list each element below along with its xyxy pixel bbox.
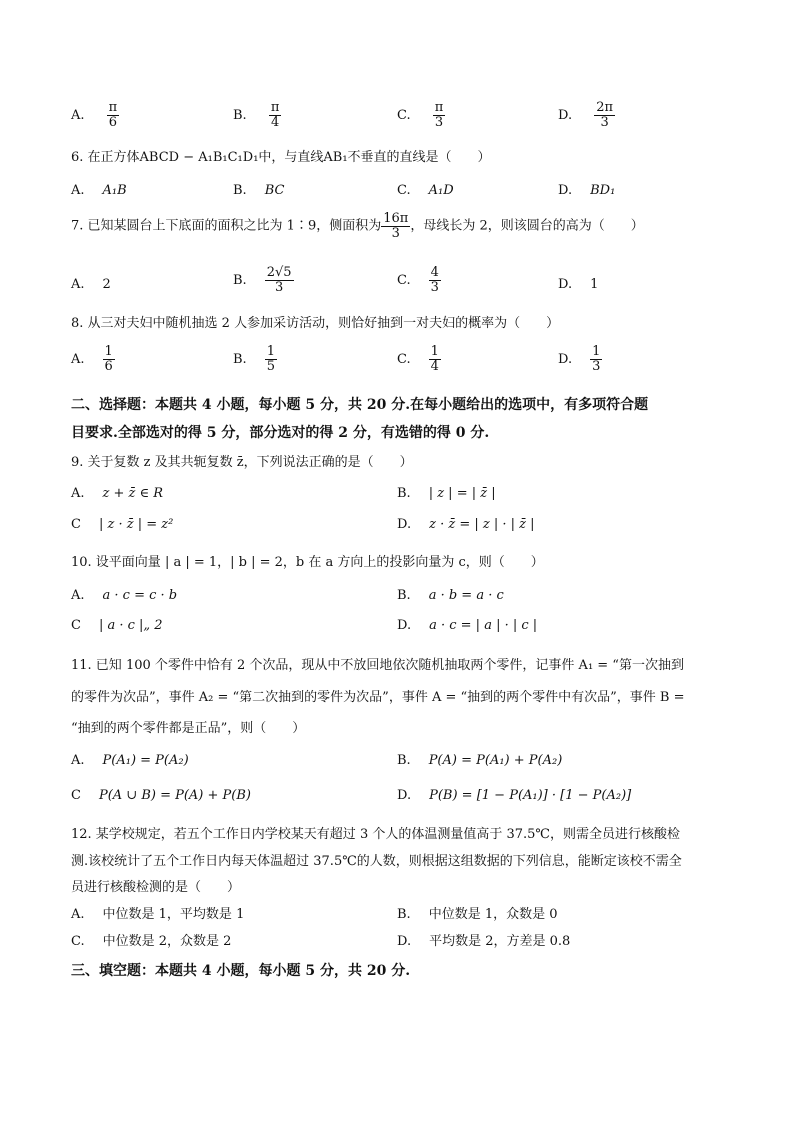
option-letter: B. [233,183,247,198]
q8-stem: 8. 从三对夫妇中随机抽选 2 人参加采访活动，则恰好抽到一对夫妇的概率为（ ） [71,316,560,331]
numerator: 2√5 [266,265,292,280]
section-3-heading: 三、填空题：本题共 4 小题，每小题 5 分，共 20 分. [71,963,411,979]
option-text: BD₁ [590,183,616,198]
q7-stem [71,212,644,240]
q8-option-c [397,345,441,373]
numerator: 2π [596,100,614,115]
option-letter: D. [397,788,412,803]
q7-option-c [397,266,441,294]
option-letter: B. [233,272,247,288]
q12-option-d [397,933,570,951]
numerator: 1 [592,344,601,359]
fraction [269,101,282,129]
numerator: π [108,100,118,115]
option-text: 2 [102,277,111,292]
q10-option-d [397,617,537,635]
denominator: 3 [391,225,400,241]
q12-stem-line2: 测.该校统计了五个工作日内每天体温超过 37.5℃的人数，则根据这组数据的下列信息，能断定该校不需全 [71,854,682,869]
option-text: | z · z̄ | = z² [98,517,174,532]
q11-stem-line1: 11. 已知 100 个零件中恰有 2 个次品，现从中不放回地依次随机抽取两个零件，记事件 A₁ = “第一次抽到 [71,658,684,673]
option-letter: D. [558,107,573,123]
option-letter: C [71,618,81,633]
option-letter: B. [397,907,411,922]
option-text: P(A ∪ B) = P(A) + P(B) [98,788,251,803]
q8-option-b [233,345,277,373]
denominator: 4 [270,114,280,130]
option-text: a · c = c · b [102,588,178,603]
q8-option-a [71,345,115,373]
option-letter: A. [71,588,85,603]
fraction [103,345,115,373]
q5-option-c [397,101,445,129]
q10-option-a [71,587,177,605]
q11-option-c [71,787,251,805]
option-text: 平均数是 2，方差是 0.8 [429,934,571,949]
q12-option-a [71,906,244,924]
q12-option-c [71,933,231,951]
q6-option-c [397,182,454,200]
option-text: | a · c |„ 2 [98,618,163,633]
option-text: P(A) = P(A₁) + P(A₂) [428,753,563,768]
fraction [265,345,277,373]
q7-option-a [71,276,111,294]
q12-option-b [397,906,558,924]
denominator: 4 [430,358,439,374]
numerator: 16π [383,211,409,226]
section-2-heading-line2: 目要求.全部选对的得 5 分，部分选对的得 2 分，有选错的得 0 分. [71,425,490,441]
numerator: 1 [430,344,439,359]
option-letter: A. [71,107,85,123]
option-letter: A. [71,351,85,367]
option-letter: A. [71,753,85,768]
option-letter: C. [397,351,411,367]
fraction [433,101,446,129]
option-text: z · z̄ = | z | · | z̄ | [429,517,535,532]
option-text: P(A₁) = P(A₂) [102,753,189,768]
q11-option-a [71,752,189,770]
option-text: 中位数是 1，众数是 0 [428,907,558,922]
fraction [107,101,120,129]
q12-stem-line3: 员进行核酸检测的是（ ） [71,880,241,895]
q6-option-d [558,182,615,200]
option-text: A₁D [428,183,454,198]
q5-option-a [71,101,119,129]
q5-option-d [558,101,615,129]
denominator: 6 [104,358,113,374]
option-letter: B. [233,351,247,367]
q6-option-a [71,182,127,200]
option-letter: D. [558,277,573,292]
q7-option-b [233,266,294,294]
option-text: a · c = | a | · | c | [429,618,538,633]
option-letter: B. [397,486,411,501]
fraction [265,266,294,294]
q10-option-c [71,617,163,635]
denominator: 3 [434,114,444,130]
option-letter: B. [397,588,411,603]
option-letter: C [71,517,81,532]
option-letter: A. [71,486,85,501]
option-letter: A. [71,183,85,198]
denominator: 5 [266,358,275,374]
q12-stem-line1: 12. 某学校规定，若五个工作日内学校某天有超过 3 个人的体温测量值高于 37.5℃，则需全员进行核酸检 [71,827,680,842]
option-letter: C. [71,934,85,949]
option-text: BC [264,183,285,198]
numerator: π [434,100,444,115]
q6-option-b [233,182,284,200]
option-text: z + z̄ ∈ R [102,486,164,501]
numerator: 1 [104,344,113,359]
option-text: P(B) = [1 − P(A₁)] · [1 − P(A₂)] [429,788,632,803]
q7-option-d [558,276,598,294]
denominator: 3 [592,358,601,374]
section-2-heading-line1: 二、选择题：本题共 4 小题，每小题 5 分，共 20 分.在每小题给出的选项中，有多项符合题 [71,397,649,413]
denominator: 3 [430,279,439,295]
option-text: a · b = a · c [428,588,504,603]
stem-text: ，母线长为 2，则该圆台的高为（ ） [410,218,644,234]
q11-option-d [397,787,631,805]
denominator: 6 [108,114,118,130]
option-letter: B. [397,753,411,768]
numerator: 4 [430,265,439,280]
option-letter: B. [233,107,247,123]
fraction [594,101,615,129]
q11-stem-line3: “抽到的两个零件都是正品”，则（ ） [71,721,306,736]
option-letter: D. [397,517,412,532]
denominator: 3 [274,279,284,295]
q9-stem: 9. 关于复数 z 及其共轭复数 z̄，下列说法正确的是（ ） [71,455,413,470]
q9-option-d [397,516,535,534]
stem-text: 7. 已知某圆台上下底面的面积之比为 1∶9，侧面积为 [71,218,382,234]
option-text: A₁B [102,183,127,198]
option-text: 1 [590,277,599,292]
fraction [429,266,441,294]
option-letter: C. [397,107,411,123]
option-text: 中位数是 2，众数是 2 [102,934,232,949]
q9-option-b [397,485,496,503]
option-letter: D. [558,183,573,198]
option-letter: C. [397,183,411,198]
denominator: 3 [600,114,609,130]
q9-option-a [71,485,163,503]
q9-option-c [71,516,173,534]
option-letter: D. [397,618,412,633]
option-text: | z | = | z̄ | [428,486,496,501]
q10-stem: 10. 设平面向量 | a | = 1，| b | = 2，b 在 a 方向上的投影向量为 c，则（ ） [71,555,544,570]
q11-option-b [397,752,562,770]
option-letter: C [71,788,81,803]
q8-option-d [558,345,602,373]
option-text: 中位数是 1，平均数是 1 [102,907,245,922]
option-letter: D. [558,351,573,367]
q11-stem-line2: 的零件为次品”，事件 A₂ = “第二次抽到的零件为次品”，事件 A = “抽到的两个零件中有次品”，事件 B = [71,690,685,705]
option-letter: C. [397,272,411,288]
option-letter: A. [71,907,85,922]
q10-option-b [397,587,504,605]
fraction [590,345,602,373]
option-letter: D. [397,934,412,949]
numerator: 1 [266,344,275,359]
q6-stem: 6. 在正方体ABCD − A₁B₁C₁D₁中，与直线AB₁不垂直的直线是（ ） [71,150,491,165]
fraction [381,212,410,240]
fraction [429,345,441,373]
q5-option-b [233,101,281,129]
numerator: π [270,100,280,115]
option-letter: A. [71,277,85,292]
